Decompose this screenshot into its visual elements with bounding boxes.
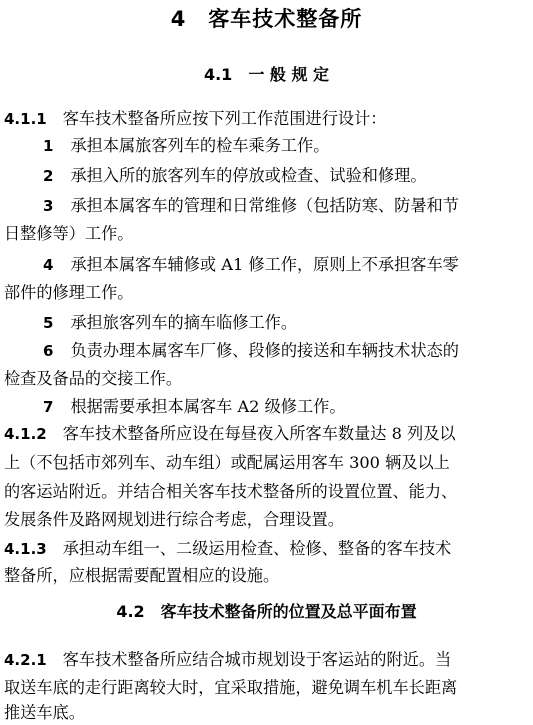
list-item: [0, 311, 533, 335]
clause-4-2-1-line: 推送车底。: [4, 703, 85, 722]
list-item-text: 承担本属旅客列车的检车乘务工作。: [70, 136, 330, 155]
clause-number: 4.1.3: [4, 540, 47, 558]
list-item: [0, 253, 533, 277]
clause-4-1-1-lead: [0, 107, 533, 131]
list-item: [0, 395, 533, 419]
clause-4-1-3-line: [0, 537, 533, 561]
list-item-text: 承担本属客车辅修或 A1 修工作，原则上不承担客车零: [70, 255, 459, 274]
list-item-number: 1: [43, 137, 54, 155]
list-item-text: 承担本属客车的管理和日常维修（包括防寒、防暑和节: [70, 196, 459, 215]
clause-text: 客车技术整备所应结合城市规划设于客运站的附近。当: [62, 650, 452, 669]
clause-4-1-2-line: [0, 422, 533, 446]
clause-4-2-1-line: [0, 648, 533, 672]
list-item-text: 承担入所的旅客列车的停放或检查、试验和修理。: [70, 166, 427, 185]
list-item-continuation: 检查及备品的交接工作。: [4, 369, 183, 388]
list-item: [0, 134, 533, 158]
list-item-continuation: 日整修等）工作。: [4, 224, 134, 243]
list-item-text: 承担旅客列车的摘车临修工作。: [70, 313, 298, 332]
list-item-text: 根据需要承担本属客车 A2 级修工作。: [70, 397, 346, 416]
clause-4-1-2-line: 上（不包括市郊列车、动车组）或配属运用客车 300 辆及以上: [4, 453, 450, 472]
clause-text: 承担动车组一、二级运用检查、检修、整备的客车技术: [62, 539, 452, 558]
list-item-continuation: 部件的修理工作。: [4, 283, 134, 302]
clause-4-1-2-line: 的客运站附近。并结合相关客车技术整备所的设置位置、能力、: [4, 482, 458, 501]
clause-4-1-3-line: 整备所，应根据需要配置相应的设施。: [4, 566, 280, 585]
list-item-number: 2: [43, 167, 54, 185]
list-item: [0, 194, 533, 218]
list-item-number: 7: [43, 398, 54, 416]
clause-4-1-2-line: 发展条件及路网规划进行综合考虑，合理设置。: [4, 510, 344, 529]
list-item: [0, 164, 533, 188]
clause-text: 客车技术整备所应按下列工作范围进行设计：: [62, 109, 387, 128]
section-title-4-1: 4.1 一 般 规 定: [203, 65, 330, 84]
list-item-number: 6: [43, 342, 54, 360]
list-item-number: 3: [43, 197, 54, 215]
chapter-title: 4 客车技术整备所: [170, 7, 363, 31]
clause-text: 客车技术整备所应设在每昼夜入所客车数量达 8 列及以: [62, 424, 456, 443]
list-item-number: 5: [43, 314, 54, 332]
clause-number: 4.1.2: [4, 425, 47, 443]
clause-4-2-1-line: 取送车底的走行距离较大时，宜采取措施，避免调车机车长距离: [4, 678, 458, 697]
section-title-4-2: 4.2 客车技术整备所的位置及总平面布置: [116, 602, 417, 621]
clause-number: 4.2.1: [4, 651, 47, 669]
list-item-text: 负责办理本属客车厂修、段修的接送和车辆技术状态的: [70, 341, 459, 360]
list-item: [0, 339, 533, 363]
list-item-number: 4: [43, 256, 54, 274]
clause-number: 4.1.1: [4, 110, 47, 128]
